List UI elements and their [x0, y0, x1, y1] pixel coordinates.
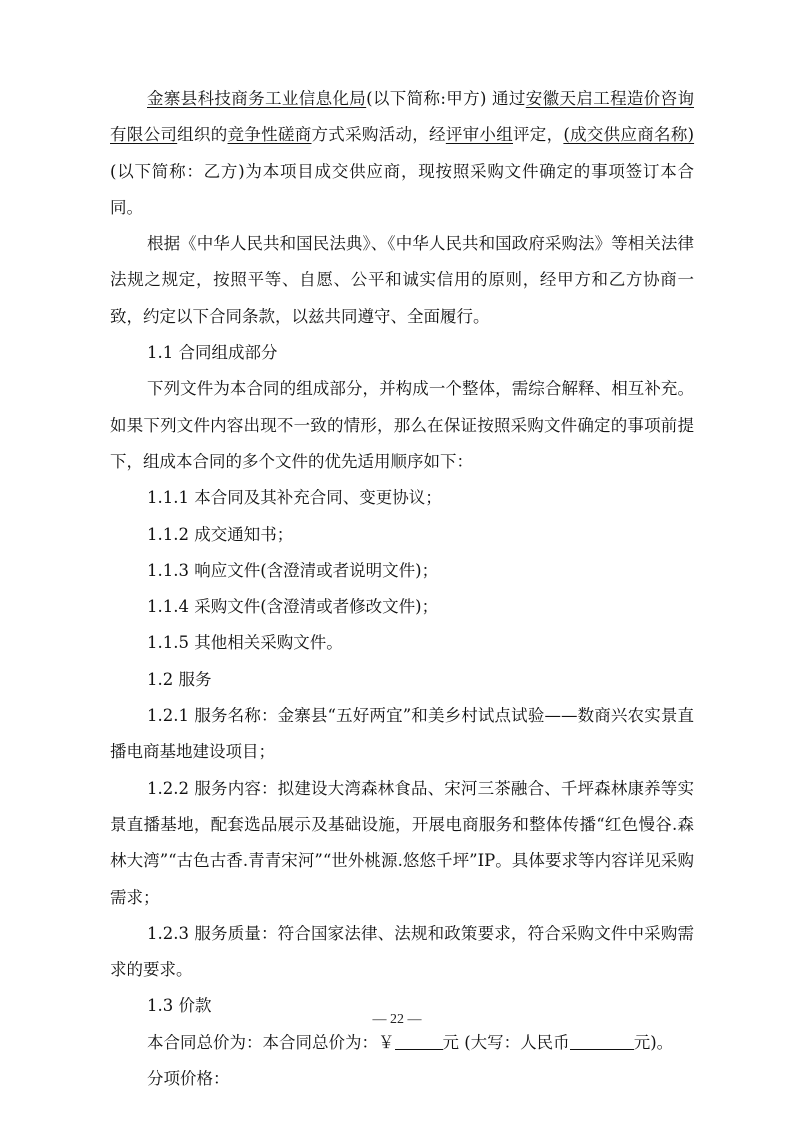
section-1-1-intro: 下列文件为本合同的组成部分，并构成一个整体，需综合解释、相互补充。如果下列文件内容出现不一致的情形，那么在保证按照采购文件确定的事项前提下，组成本合同的多个文件的优先适用顺序如下： [110, 379, 694, 471]
legal-basis-paragraph: 根据《中华人民共和国民法典》、《中华人民共和国政府采购法》等相关法律法规之规定，按照平等、自愿、公平和诚实信用的原则，经甲方和乙方协商一致，约定以下合同条款，以兹共同遵守、全面履行。 [110, 234, 694, 326]
price-amount-blank [395, 1031, 443, 1050]
total-price-text-1: 本合同总价为：本合同总价为：￥ [147, 1032, 395, 1052]
preamble-text-3: 方式采购活动，经 [311, 125, 446, 145]
supplier-name-placeholder: (成交供应商名称) [563, 125, 695, 145]
total-price-text-3: 元)。 [633, 1032, 674, 1052]
sub-price-label: 分项价格： [147, 1069, 230, 1089]
section-1-2-title: 1.2 服务 [147, 669, 212, 689]
buyer-name: 金寨县科技商务工业信息化局 [147, 89, 367, 108]
service-quality-clause: 1.2.3 服务质量：符合国家法律、法规和政策要求，符合采购文件中采购需求的要求。 [110, 923, 694, 980]
section-1-1-title: 1.1 合同组成部分 [147, 343, 278, 363]
preamble-text-4: 评定， [513, 125, 564, 145]
preamble-text-5: (以下简称：乙方)为本项目成交供应商，现按照采购文件确定的事项签订本合同。 [110, 161, 694, 217]
preamble-text-1: (以下简称:甲方) 通过 [366, 89, 526, 108]
total-price-text-2: 元 (大写：人民币 [442, 1032, 570, 1052]
list-item: 1.1.2 成交通知书； [147, 524, 294, 544]
agency-name: 安徽天启工程造价咨询有限公司 [110, 89, 695, 145]
list-item: 1.1.1 本合同及其补充合同、变更协议； [147, 488, 442, 508]
contract-body [110, 81, 694, 1097]
service-name-clause: 1.2.1 服务名称：金寨县“五好两宜”和美乡村试点试验——数商兴农实景直播电商基地建设项目； [110, 706, 694, 762]
page-number: — 22 — [372, 1012, 422, 1027]
list-item: 1.1.3 响应文件(含澄清或者说明文件)； [147, 560, 439, 580]
service-content-clause: 1.2.2 服务内容：拟建设大湾森林食品、宋河三茶融合、千坪森林康养等实景直播基地，配套选品展示及基础设施，开展电商服务和整体传播“红色慢谷.森林大湾”“古色古香.青青宋河”“世外桃源.悠悠千坪”IP。具体要求等内容详见采购需求； [110, 778, 694, 907]
list-item: 1.1.4 采购文件(含澄清或者修改文件)； [147, 597, 439, 617]
preamble-text-2: 组织的 [177, 125, 228, 145]
preamble-paragraph [110, 81, 694, 226]
price-words-blank [570, 1031, 634, 1050]
total-price-line [110, 1025, 694, 1061]
procurement-method: 竞争性磋商 [227, 125, 312, 145]
section-1-3-title: 1.3 价款 [147, 996, 212, 1016]
review-committee: 评审小组 [445, 125, 513, 145]
list-item: 1.1.5 其他相关采购文件。 [147, 633, 343, 653]
